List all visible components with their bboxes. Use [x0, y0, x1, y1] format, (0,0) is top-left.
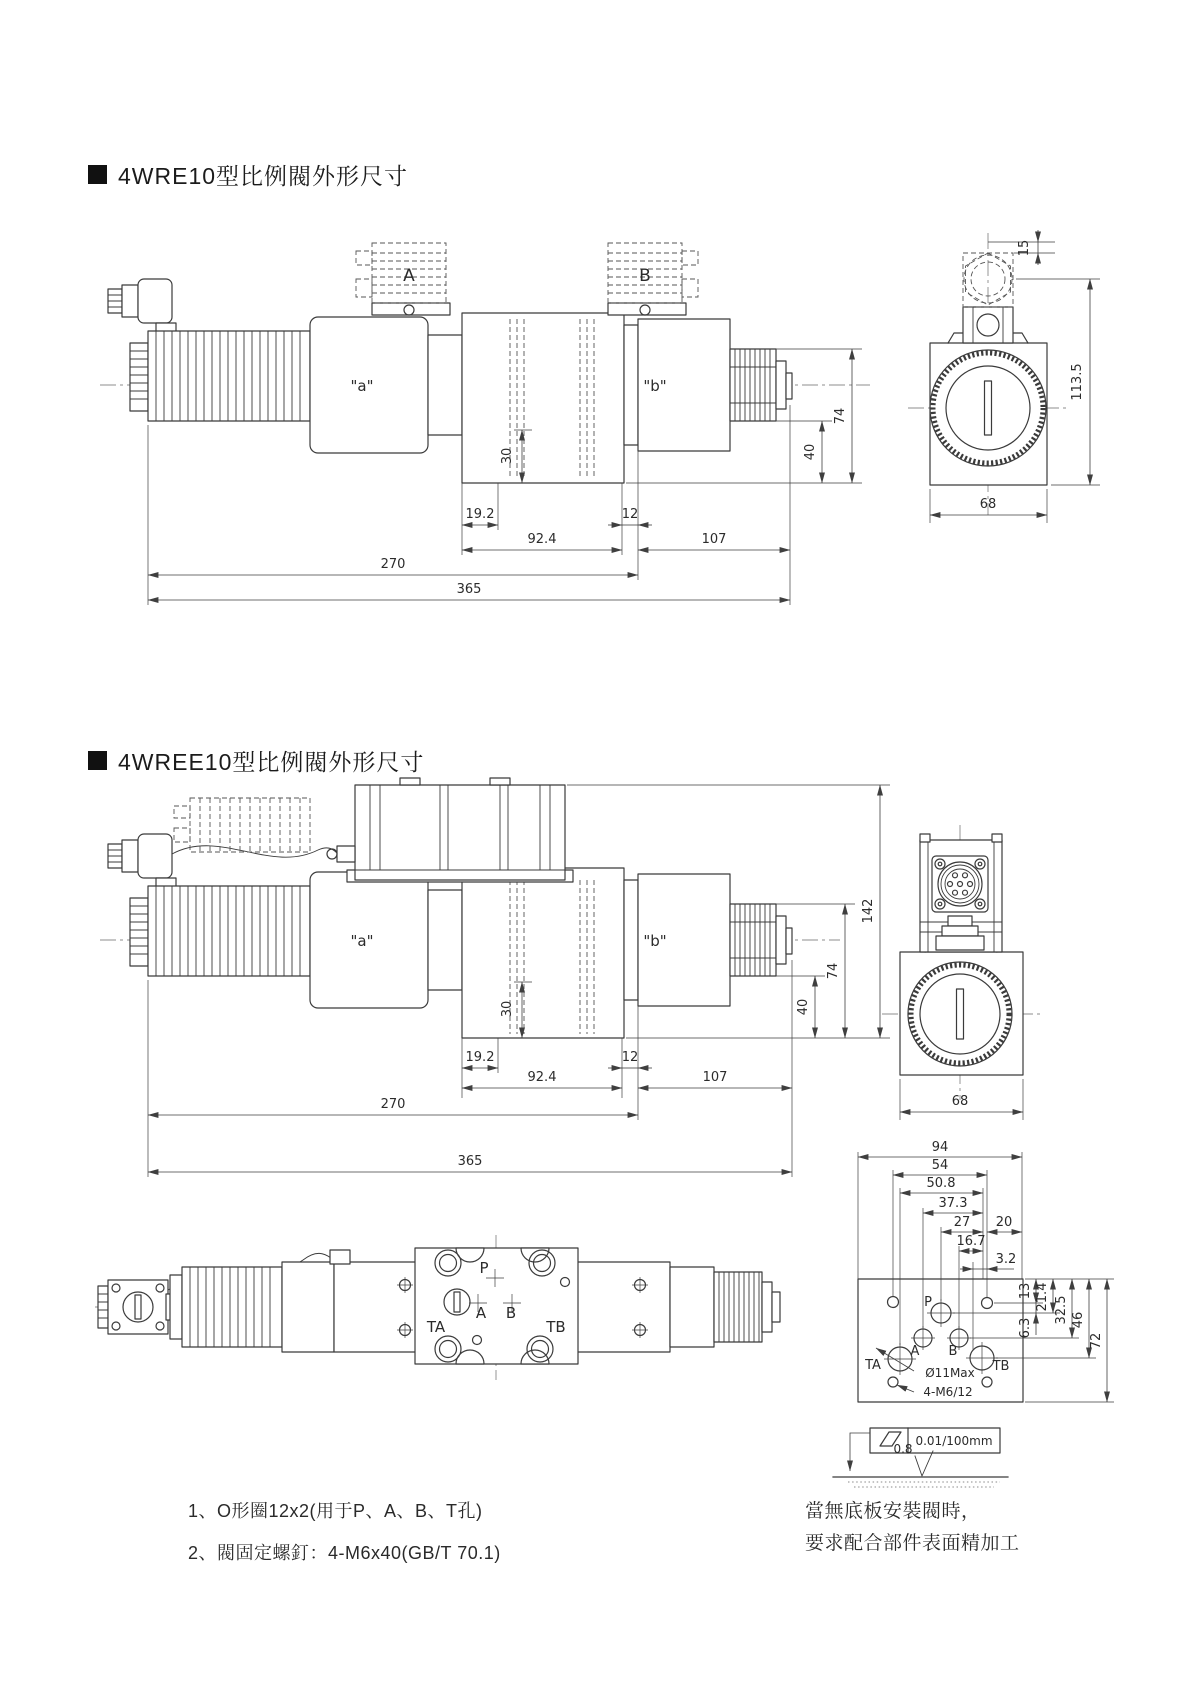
svg-text:72: 72 [1089, 1332, 1104, 1350]
connector-plug-a [356, 243, 450, 315]
svg-text:40: 40 [796, 998, 811, 1016]
dim-15: 15 [1017, 239, 1032, 257]
dim2-12: 12 [621, 1050, 639, 1065]
svg-text:74: 74 [826, 962, 841, 980]
plan-view [95, 1235, 780, 1380]
proportional-solenoid-finned2 [130, 886, 310, 976]
dim-107: 107 [701, 532, 727, 547]
dim-270: 270 [380, 557, 406, 572]
solenoid-housing-left [310, 317, 462, 453]
dim-12: 12 [621, 507, 639, 522]
pattern-screw-note: 4-M6/12 [923, 1385, 973, 1399]
title-square-marker [88, 165, 107, 184]
note-2: 2、閥固定螺釘：4-M6x40(GB/T 70.1) [188, 1543, 501, 1563]
svg-text:30: 30 [500, 1000, 515, 1018]
plan-port-ta: TA [426, 1318, 446, 1336]
svg-text:54: 54 [931, 1158, 949, 1173]
position-a-label: "a" [350, 377, 374, 395]
dim-68: 68 [979, 497, 997, 512]
pattern-hole-note: Ø11Max [925, 1366, 975, 1380]
svg-text:13: 13 [1018, 1282, 1033, 1300]
note-right-line2: 要求配合部件表面精加工 [805, 1533, 1020, 1554]
cable-gland-elbow [108, 279, 176, 333]
section1-title-text: 4WRE10型比例閥外形尺寸 [118, 163, 409, 189]
svg-text:142: 142 [861, 898, 876, 924]
plan-solenoid-left [170, 1262, 334, 1352]
svg-text:3.2: 3.2 [995, 1252, 1017, 1267]
plan-port-b: B [505, 1304, 517, 1322]
svg-text:27: 27 [953, 1215, 971, 1230]
dim2-365: 365 [457, 1154, 483, 1169]
pattern-port-b: B [948, 1344, 958, 1359]
solenoid-housing-left2 [310, 872, 462, 1008]
note-right-line1: 當無底板安裝閥時， [805, 1501, 981, 1522]
dim-365: 365 [456, 582, 482, 597]
section2-title-text: 4WREE10型比例閥外形尺寸 [118, 749, 425, 775]
svg-text:30: 30 [500, 447, 515, 465]
position-a-label2: "a" [350, 932, 374, 950]
pattern-port-a: A [910, 1344, 920, 1359]
end-view-4wree10 [882, 825, 1042, 1120]
section1-title [88, 158, 408, 191]
dim-92-4: 92.4 [527, 532, 557, 547]
flatness-value: 0.01/100mm [915, 1434, 993, 1448]
svg-text:46: 46 [1071, 1311, 1086, 1329]
plan-solenoid-right [670, 1267, 780, 1347]
svg-text:16.7: 16.7 [956, 1234, 986, 1249]
coil-a-label: A [403, 266, 415, 286]
coil-b-label: B [639, 266, 651, 286]
title-square-marker2 [88, 751, 107, 770]
svg-text:32.5: 32.5 [1054, 1295, 1069, 1325]
mounting-pattern [858, 1140, 1114, 1402]
pattern-port-p: P [924, 1295, 932, 1310]
dim2-270: 270 [380, 1097, 406, 1112]
electronics-box-end [920, 834, 1002, 952]
dim-113-5: 113.5 [1070, 363, 1085, 401]
connector-plug-b [608, 243, 698, 315]
svg-text:40: 40 [803, 443, 818, 461]
plan-port-p: P [479, 1259, 489, 1277]
dim-19-2: 19.2 [465, 507, 495, 522]
plan-cable-nipple [330, 1250, 350, 1264]
plan-port-a: A [475, 1304, 487, 1322]
end-view-4wre10 [908, 230, 1100, 523]
dim2-68: 68 [951, 1094, 969, 1109]
svg-text:74: 74 [833, 407, 848, 425]
drawing-4wree10 [70, 770, 1130, 1190]
roughness-value: 0.8 [893, 1442, 913, 1456]
svg-text:20: 20 [995, 1215, 1013, 1230]
note-1: 1、O形圈12x2(用于P、A、B、T孔) [188, 1501, 483, 1521]
svg-text:37.3: 37.3 [938, 1196, 968, 1211]
svg-text:21.4: 21.4 [1035, 1282, 1050, 1312]
roughness-check-icon [915, 1451, 933, 1476]
svg-text:94: 94 [931, 1140, 949, 1155]
plan-mounting-plate [415, 1248, 578, 1364]
position-b-label2: "b" [643, 932, 667, 950]
valve-body [462, 313, 624, 483]
position-b-label: "b" [643, 377, 667, 395]
pattern-port-ta: TA [865, 1358, 881, 1373]
svg-text:6.3: 6.3 [1018, 1317, 1033, 1339]
surface-finish-symbol [833, 1428, 1008, 1487]
dim2-19-2: 19.2 [465, 1050, 495, 1065]
pattern-port-tb: TB [992, 1359, 1010, 1374]
dim2-107: 107 [702, 1070, 728, 1085]
plan-and-pattern [70, 1140, 1130, 1500]
dim2-92-4: 92.4 [527, 1070, 557, 1085]
onboard-electronics-box [327, 778, 573, 882]
dashed-coil-overlay [174, 798, 310, 852]
cable-gland-elbow2 [108, 834, 337, 888]
proportional-solenoid-finned [130, 331, 310, 421]
valve-body2 [462, 868, 624, 1038]
drawing-4wre10 [70, 215, 1130, 615]
plan-port-tb: TB [546, 1318, 566, 1336]
svg-text:50.8: 50.8 [926, 1176, 956, 1191]
